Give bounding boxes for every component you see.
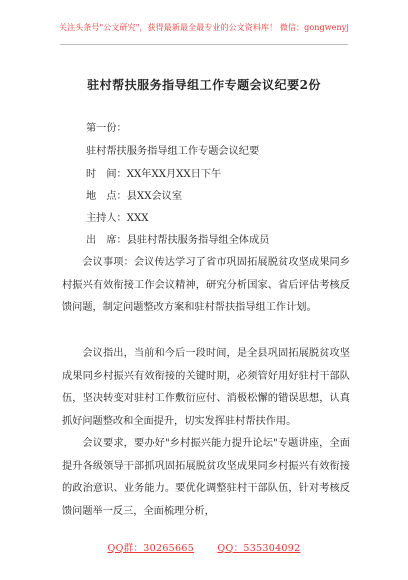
part-label: 第一份： bbox=[86, 123, 127, 134]
promo-banner: 关注头条号"公文研究"，获得最新最全最专业的公文资料库！ 微信：gongwenyj bbox=[59, 23, 349, 32]
qq-group: QQ群：30265665 bbox=[107, 543, 195, 554]
paragraph-matters: 会议事项：会议传达学习了省市巩固拓展脱贫攻坚成果同乡村振兴有效衔接工作会议精神，研究分析国家、省后评估考核反馈问题，制定问题整改方案和驻村帮扶指导组工作计划。 bbox=[62, 257, 350, 313]
subtitle: 驻村帮扶服务指导组工作专题会议纪要 bbox=[86, 146, 260, 157]
meeting-time: 时 间：XX年XX月XX日下午 bbox=[86, 169, 222, 180]
header-divider bbox=[60, 44, 348, 45]
paragraph-requirements: 会议要求，要办好"乡村振兴能力提升论坛"专题讲座，全面提升各级领导干部抓巩固拓展脱贫攻坚成果同乡村振兴有效衔接的政治意识、业务能力。要优化调整驻村干部队伍，针对考核反馈问题举一反三，全面梳理分析， bbox=[62, 438, 350, 517]
document-title: 驻村帮扶服务指导组工作专题会议纪要2份 bbox=[87, 78, 321, 92]
meeting-attendees: 出 席：县驻村帮扶服务指导组全体成员 bbox=[86, 235, 270, 246]
contact-footer bbox=[0, 540, 408, 554]
meeting-place: 地 点：县XX会议室 bbox=[86, 191, 183, 202]
paragraph-points: 会议指出，当前和今后一段时间，是全县巩固拓展脱贫攻坚成果同乡村振兴有效衔接的关键时期，必须管好用好驻村干部队伍，坚决转变对驻村工作敷衍应付、消极松懈的错误思想，认真抓好问题整改和全面提升，切实发挥驻村帮扶作用。 bbox=[62, 348, 350, 427]
qq-contact: QQ：535304092 bbox=[217, 543, 301, 554]
meeting-host: 主持人：XXX bbox=[86, 213, 149, 224]
